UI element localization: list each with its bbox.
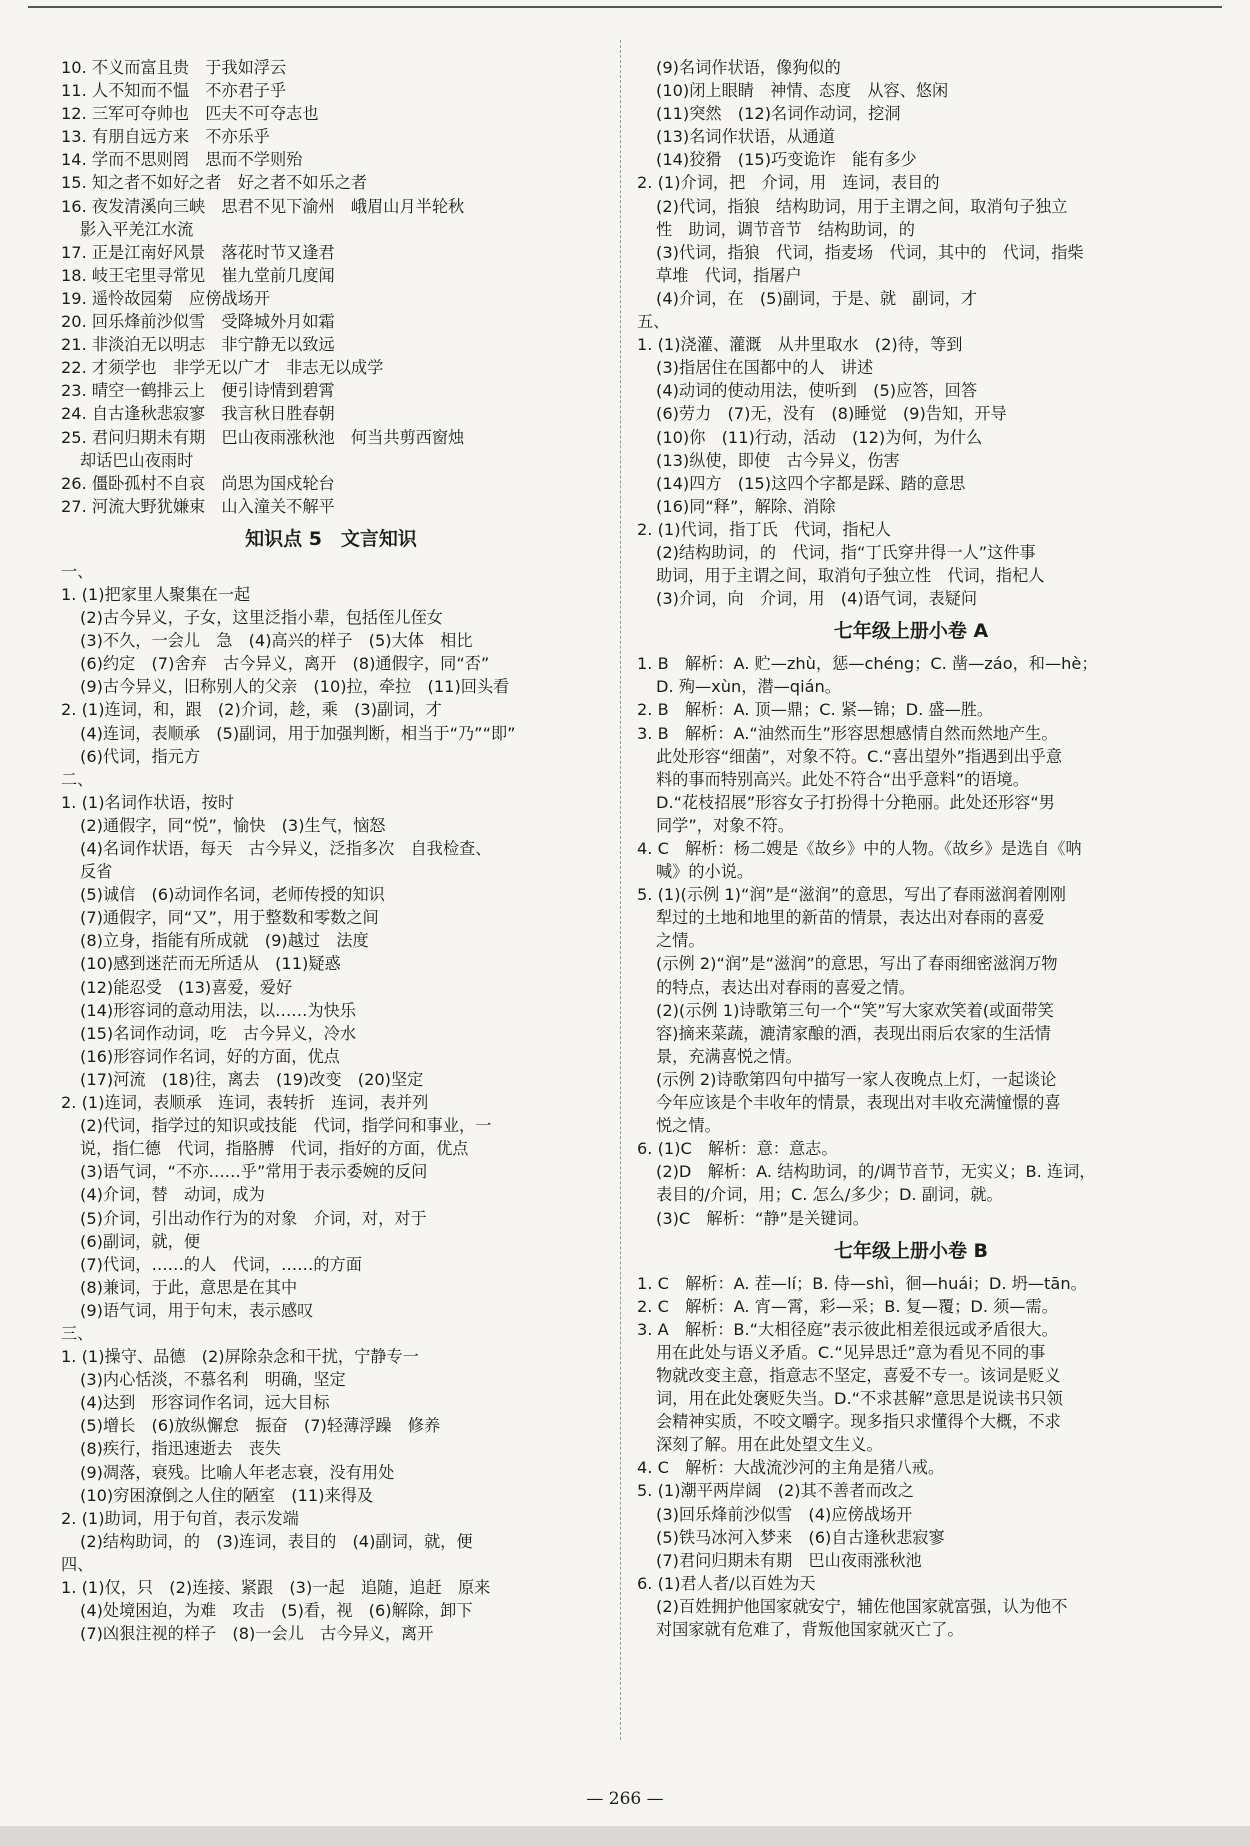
answer-line: 喊》的小说。 [656,862,754,882]
answer-line: 会精神实质，不咬文嚼字。现多指只求懂得个大概，不求 [656,1412,1061,1432]
answer-line: 今年应该是个丰收年的情景，表现出对丰收充满憧憬的喜 [656,1093,1061,1113]
answer-line: (14)狡猾 (15)巧变诡诈 能有多少 [656,150,917,170]
answer-line: (14)四方 (15)这四个字都是踩、踏的意思 [656,473,966,493]
answer-line: 1. (1)浇灌、灌溉 从井里取水 (2)待，等到 [637,335,963,355]
answer-line: 5. (1)潮平两岸阔 (2)其不善者而改之 [637,1481,914,1501]
answer-line: (7)君问归期未有期 巴山夜雨涨秋池 [656,1550,922,1570]
answer-line: 却话巴山夜雨时 [80,450,194,470]
answer-line: 12. 三军可夺帅也 匹夫不可夺志也 [61,104,319,124]
answer-line: (8)兼词，于此，意思是在其中 [80,1277,298,1297]
answer-line: (4)达到 形容词作名词，远大目标 [80,1393,330,1413]
answer-line: 1. (1)操守、品德 (2)屏除杂念和干扰，宁静专一 [61,1347,419,1367]
answer-line: 助词，用于主谓之间，取消句子独立性 代词，指杞人 [656,566,1045,586]
page-bottom-edge [0,1826,1250,1846]
answer-line: (14)形容词的意动用法，以……为快乐 [80,1000,357,1020]
answer-line: 二、 [61,769,94,789]
answer-line: 13. 有朋自远方来 不亦乐乎 [61,127,270,147]
answer-line: (17)河流 (18)往，离去 (19)改变 (20)坚定 [80,1069,424,1089]
right-column [637,56,1185,1641]
answer-line: 6. (1)君人者/以百姓为天 [637,1573,816,1593]
answer-line: (6)约定 (7)舍弃 古今异义，离开 (8)通假字，同“否” [80,654,490,674]
answer-line: 6. (1)C 解析：意：意志。 [637,1139,838,1159]
answer-line: 10. 不义而富且贵 于我如浮云 [61,58,287,77]
answer-line: (9)古今异义，旧称别人的父亲 (10)拉，牵拉 (11)回头看 [80,677,510,697]
answer-line: (10)闭上眼睛 神情、态度 从容、悠闲 [656,81,949,101]
section-heading: 七年级上册小卷 B [833,1239,989,1262]
answer-line: (2)结构助词，的 代词，指“丁氏穿井得一人”这件事 [656,542,1036,562]
answer-line: (3)语气词，“不亦……乎”常用于表示委婉的反问 [80,1162,428,1182]
answer-line: (16)同“释”，解除、消除 [656,496,836,516]
answer-line: 一、 [61,561,94,581]
top-rule [28,6,1222,8]
answer-line: 景，充满喜悦之情。 [656,1046,802,1066]
answer-line: (5)增长 (6)放纵懈怠 振奋 (7)轻薄浮躁 修养 [80,1416,441,1436]
answer-line: (4)动词的使动用法，使听到 (5)应答，回答 [656,381,978,401]
answer-line: (6)副词，就，便 [80,1231,201,1251]
answer-line: (4)介词，在 (5)副词，于是、就 副词，才 [656,288,978,308]
answer-line: (12)能忍受 (13)喜爱，爱好 [80,977,293,997]
answer-line: 四、 [61,1554,94,1574]
answer-line: 25. 君问归期未有期 巴山夜雨涨秋池 何当共剪西窗烛 [61,427,465,447]
answer-line: 性 助词，调节音节 结构助词，的 [656,219,915,239]
answer-line: 的特点，表达出对春雨的喜爱之情。 [656,977,915,997]
answer-line: (13)纵使，即使 古今异义，伤害 [656,450,900,470]
answer-line: (2)百姓拥护他国家就安宁，辅佐他国家就富强，认为他不 [656,1596,1068,1616]
answer-line: (15)名词作动词，吃 古今异义，冷水 [80,1023,357,1043]
answer-line: 2. (1)代词，指丁氏 代词，指杞人 [637,519,891,539]
answer-line: 21. 非淡泊无以明志 非宁静无以致远 [61,335,335,355]
answer-line: 1. (1)仅，只 (2)连接、紧跟 (3)一起 追随，追赶 原来 [61,1578,491,1597]
answer-line: 17. 正是江南好风景 落花时节又逢君 [61,242,335,262]
answer-line: (13)名词作状语，从通道 [656,127,835,147]
answer-line: (3)内心恬淡，不慕名利 明确，坚定 [80,1370,346,1390]
answer-line: (6)劳力 (7)无，没有 (8)睡觉 (9)告知，开导 [656,404,1007,424]
answer-line: 2. (1)连词，表顺承 连词，表转折 连词，表并列 [61,1093,429,1113]
left-column [61,56,601,1645]
answer-line: 16. 夜发清溪向三峡 思君不见下渝州 峨眉山月半轮秋 [61,196,465,216]
section-heading: 七年级上册小卷 A [833,620,989,643]
answer-line: 五、 [637,312,670,332]
answer-line: (示例 2)诗歌第四句中描写一家人夜晚点上灯，一起谈论 [656,1069,1057,1089]
answer-line: (3)C 解析：“静”是关键词。 [656,1208,869,1228]
answer-line: (5)铁马冰河入梦来 (6)自古逢秋悲寂寥 [656,1527,945,1547]
answer-line: (3)不久，一会儿 急 (4)高兴的样子 (5)大体 相比 [80,631,473,651]
answer-line: 1. C 解析：A. 茬—lí；B. 侍—shì，徊—huái；D. 坍—tān。 [637,1273,1087,1293]
answer-line: 3. B 解析：A.“油然而生”形容思想感情自然而然地产生。 [637,723,1058,743]
answer-line: 之情。 [656,931,705,951]
answer-line: (4)名词作状语，每天 古今异义，泛指多次 自我检查、 [80,839,492,858]
answer-line: 同学”，对象不符。 [656,815,794,835]
answer-line: 悦之情。 [656,1116,721,1136]
answer-line: (2)(示例 1)诗歌第三句一个“笑”写大家欢笑着(或面带笑 [656,1000,1054,1020]
answer-line: (3)回乐烽前沙似雪 (4)应傍战场开 [656,1504,913,1524]
answer-line: (11)突然 (12)名词作动词，挖洞 [656,104,901,124]
answer-line: (10)穷困潦倒之人住的陋室 (11)来得及 [80,1485,374,1505]
answer-line: 1. (1)名词作状语，按时 [61,792,235,812]
answer-line: 1. (1)把家里人聚集在一起 [61,584,251,604]
answer-line: 22. 才须学也 非学无以广才 非志无以成学 [61,358,384,378]
answer-line: (8)立身，指能有所成就 (9)越过 法度 [80,931,369,951]
answer-line: 26. 僵卧孤村不自哀 尚思为国戍轮台 [61,473,335,493]
answer-line: (2)D 解析：A. 结构助词，的/调节音节，无实义；B. 连词， [656,1162,1096,1182]
answer-line: (4)处境困迫，为难 攻击 (5)看，视 (6)解除，卸下 [80,1601,473,1621]
answer-line: 4. C 解析：大战流沙河的主角是猪八戒。 [637,1458,945,1478]
answer-line: 1. B 解析：A. 贮—zhù，惩—chéng；C. 凿—záo，和—hè； [637,654,1098,674]
answer-line: 2. C 解析：A. 宵—霄，彩—采；B. 复—覆；D. 须—需。 [637,1296,1058,1316]
answer-line: 2. B 解析：A. 顶—鼎；C. 紧—锦；D. 盛—胜。 [637,700,994,720]
answer-line: 影入平羌江水流 [80,219,194,239]
answer-line: (9)语气词，用于句末，表示感叹 [80,1300,314,1320]
answer-line: (3)指居住在国都中的人 讲述 [656,358,874,378]
column-divider [620,40,621,1740]
answer-line: 5. (1)(示例 1)“润”是“滋润”的意思，写出了春雨滋润着刚刚 [637,885,1066,905]
answer-line: 2. (1)助词，用于句首，表示发端 [61,1508,299,1528]
answer-line: (7)代词，……的人 代词，……的方面 [80,1254,362,1274]
answer-line: 27. 河流大野犹嫌束 山入潼关不解平 [61,496,335,516]
section-heading: 知识点 5 文言知识 [245,527,417,550]
answer-line: (8)疾行，指迅速逝去 丧失 [80,1439,281,1459]
answer-line: (4)连词，表顺承 (5)副词，用于加强判断，相当于“乃”“即” [80,723,516,743]
answer-line: 反省 [80,862,113,882]
answer-line: (3)代词，指狼 代词，指麦场 代词，其中的 代词，指柴 [656,242,1084,262]
answer-line: 词，用在此处褒贬失当。D.“不求甚解”意思是说读书只领 [656,1389,1063,1409]
answer-line: 用在此处与语义矛盾。C.“见异思迁”意为看见不同的事 [656,1342,1046,1362]
answer-line: (3)介词，向 介词，用 (4)语气词，表疑问 [656,589,978,609]
answer-line: (4)介词，替 动词，成为 [80,1185,265,1205]
answer-line: (5)诚信 (6)动词作名词，老师传授的知识 [80,885,385,905]
answer-line: D. 殉—xùn，潜—qián。 [656,677,841,697]
answer-line: (9)名词作状语，像狗似的 [656,58,841,77]
answer-line: 20. 回乐烽前沙似雪 受降城外月如霜 [61,312,335,332]
answer-line: 表目的/介词，用；C. 怎么/多少；D. 副词，就。 [656,1185,1003,1205]
answer-line: 犁过的土地和地里的新苗的情景，表达出对春雨的喜爱 [656,908,1045,928]
answer-line: 深刻了解。用在此处望文生义。 [656,1435,883,1455]
answer-line: 此处形容“细菌”，对象不符。C.“喜出望外”指遇到出乎意 [656,746,1063,766]
answer-line: (9)凋落，衰残。比喻人年老志衰，没有用处 [80,1462,395,1482]
answer-line: 19. 遥怜故园菊 应傍战场开 [61,288,270,308]
answer-line: (2)代词，指狼 结构助词，用于主谓之间，取消句子独立 [656,196,1068,216]
answer-line: 对国家就有危难了，背叛他国家就灭亡了。 [656,1620,964,1639]
answer-line: 三、 [61,1323,94,1343]
answer-line: (16)形容词作名词，好的方面，优点 [80,1046,340,1066]
page-number: — 266 — [586,1789,664,1809]
answer-line: 23. 晴空一鹤排云上 便引诗情到碧霄 [61,381,335,401]
answer-line: (2)古今异义，子女，这里泛指小辈，包括侄儿侄女 [80,608,443,628]
answer-line: (7)凶狠注视的样子 (8)一会儿 古今异义，离开 [80,1624,434,1644]
answer-line: 物就改变主意，指意志不坚定，喜爱不专一。该词是贬义 [656,1365,1061,1385]
answer-line: 15. 知之者不如好之者 好之者不如乐之者 [61,173,368,193]
answer-line: 3. A 解析：B.“大相径庭”表示彼此相差很远或矛盾很大。 [637,1319,1058,1339]
answer-line: (7)通假字，同“又”，用于整数和零数之间 [80,908,379,928]
answer-line: 说，指仁德 代词，指胳膊 代词，指好的方面，优点 [80,1139,469,1159]
answer-line: 14. 学而不思则罔 思而不学则殆 [61,150,303,170]
answer-line: 2. (1)连词，和，跟 (2)介词，趁，乘 (3)副词，才 [61,700,442,720]
answer-line: (6)代词，指元方 [80,746,201,766]
answer-line: 11. 人不知而不愠 不亦君子乎 [61,81,287,101]
answer-line: 4. C 解析：杨二嫂是《故乡》中的人物。《故乡》是选自《呐 [637,839,1082,858]
answer-line: 24. 自古逢秋悲寂寥 我言秋日胜春朝 [61,404,335,424]
answer-line: 容)摘来菜蔬，漉清家酿的酒，表现出雨后农家的生活情 [656,1023,1051,1043]
answer-line: (2)结构助词，的 (3)连词，表目的 (4)副词，就，便 [80,1531,473,1551]
answer-line: D.“花枝招展”形容女子打扮得十分艳丽。此处还形容“男 [656,792,1055,812]
answer-line: (10)你 (11)行动，活动 (12)为何，为什么 [656,427,983,447]
answer-line: (10)感到迷茫而无所适从 (11)疑惑 [80,954,341,974]
answer-line: (5)介词，引出动作行为的对象 介词，对，对于 [80,1208,427,1228]
answer-line: (示例 2)“润”是“滋润”的意思，写出了春雨细密滋润万物 [656,954,1058,974]
answer-line: (2)代词，指学过的知识或技能 代词，指学问和事业，一 [80,1116,492,1136]
answer-line: 2. (1)介词，把 介词，用 连词，表目的 [637,173,940,193]
answer-line: (2)通假字，同“悦”，愉快 (3)生气，恼怒 [80,815,386,835]
answer-line: 料的事而特别高兴。此处不符合“出乎意料”的语境。 [656,769,1029,789]
answer-line: 草堆 代词，指屠户 [656,265,802,285]
answer-line: 18. 岐王宅里寻常见 崔九堂前几度闻 [61,265,335,285]
